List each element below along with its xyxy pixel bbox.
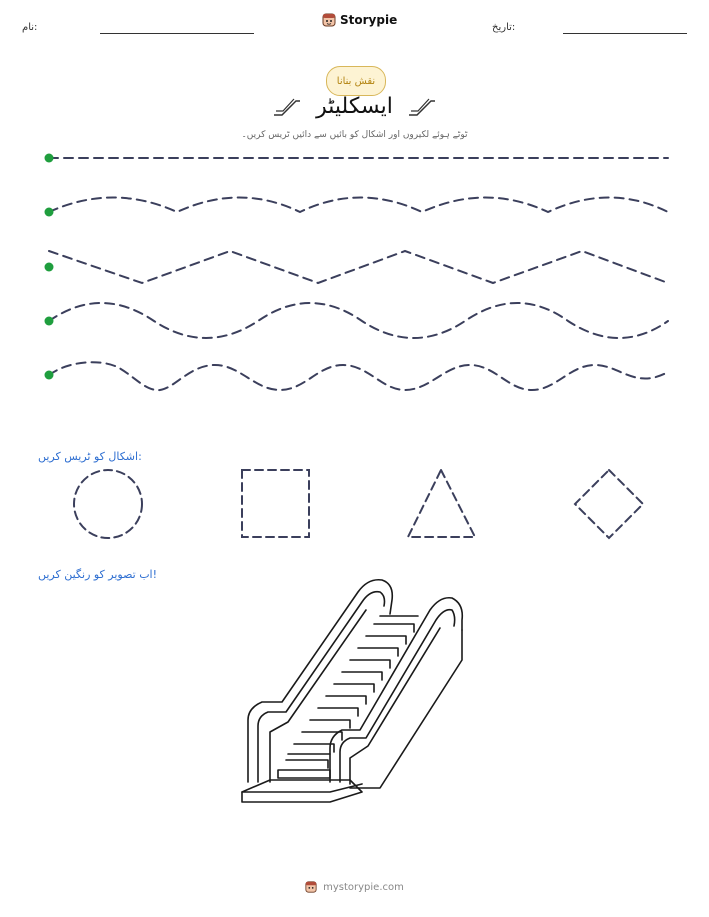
start-dot <box>45 154 54 163</box>
start-dot <box>45 208 54 217</box>
start-dot <box>45 371 54 380</box>
escalator-icon <box>272 96 302 118</box>
start-dot <box>45 263 54 272</box>
escalator-coloring-picture[interactable] <box>230 570 480 810</box>
date-label: تاریخ: <box>492 22 516 33</box>
brand-name: Storypie <box>340 13 398 27</box>
trace-shape-square[interactable] <box>242 470 309 537</box>
pie-mascot-icon <box>305 880 317 894</box>
activity-badge: نقش بنانا <box>326 66 386 96</box>
trace-line-curvy-wave[interactable] <box>49 198 668 213</box>
escalator-icon <box>407 96 437 118</box>
shapes-section-label: اشکال کو ٹریس کریں: <box>38 450 142 463</box>
name-label: نام: <box>22 22 38 33</box>
trace-shape-circle[interactable] <box>74 470 142 538</box>
footer <box>0 880 709 894</box>
trace-shape-diamond[interactable] <box>575 470 643 538</box>
tracing-shapes <box>0 460 709 550</box>
coloring-section-label: اب تصویر کو رنگین کریں! <box>38 568 158 581</box>
start-dot <box>45 317 54 326</box>
trace-line-smooth-wave[interactable] <box>49 303 668 338</box>
brand-logo <box>322 12 397 28</box>
trace-line-zigzag[interactable] <box>49 251 668 283</box>
title-block <box>0 94 709 124</box>
name-field-line[interactable] <box>100 33 254 34</box>
trace-shape-triangle[interactable] <box>408 470 475 537</box>
footer-url[interactable]: mystorypie.com <box>323 881 404 893</box>
instructions: ٹوٹے ہوئے لکیروں اور اشکال کو بائیں سے دائیں ٹریس کریں۔ <box>241 130 468 140</box>
trace-line-round-wave[interactable] <box>49 362 668 390</box>
date-field-line[interactable] <box>563 33 687 34</box>
page-title: ایسکلیٹر <box>316 94 393 119</box>
tracing-lines <box>0 145 709 395</box>
pie-mascot-icon <box>322 12 336 28</box>
